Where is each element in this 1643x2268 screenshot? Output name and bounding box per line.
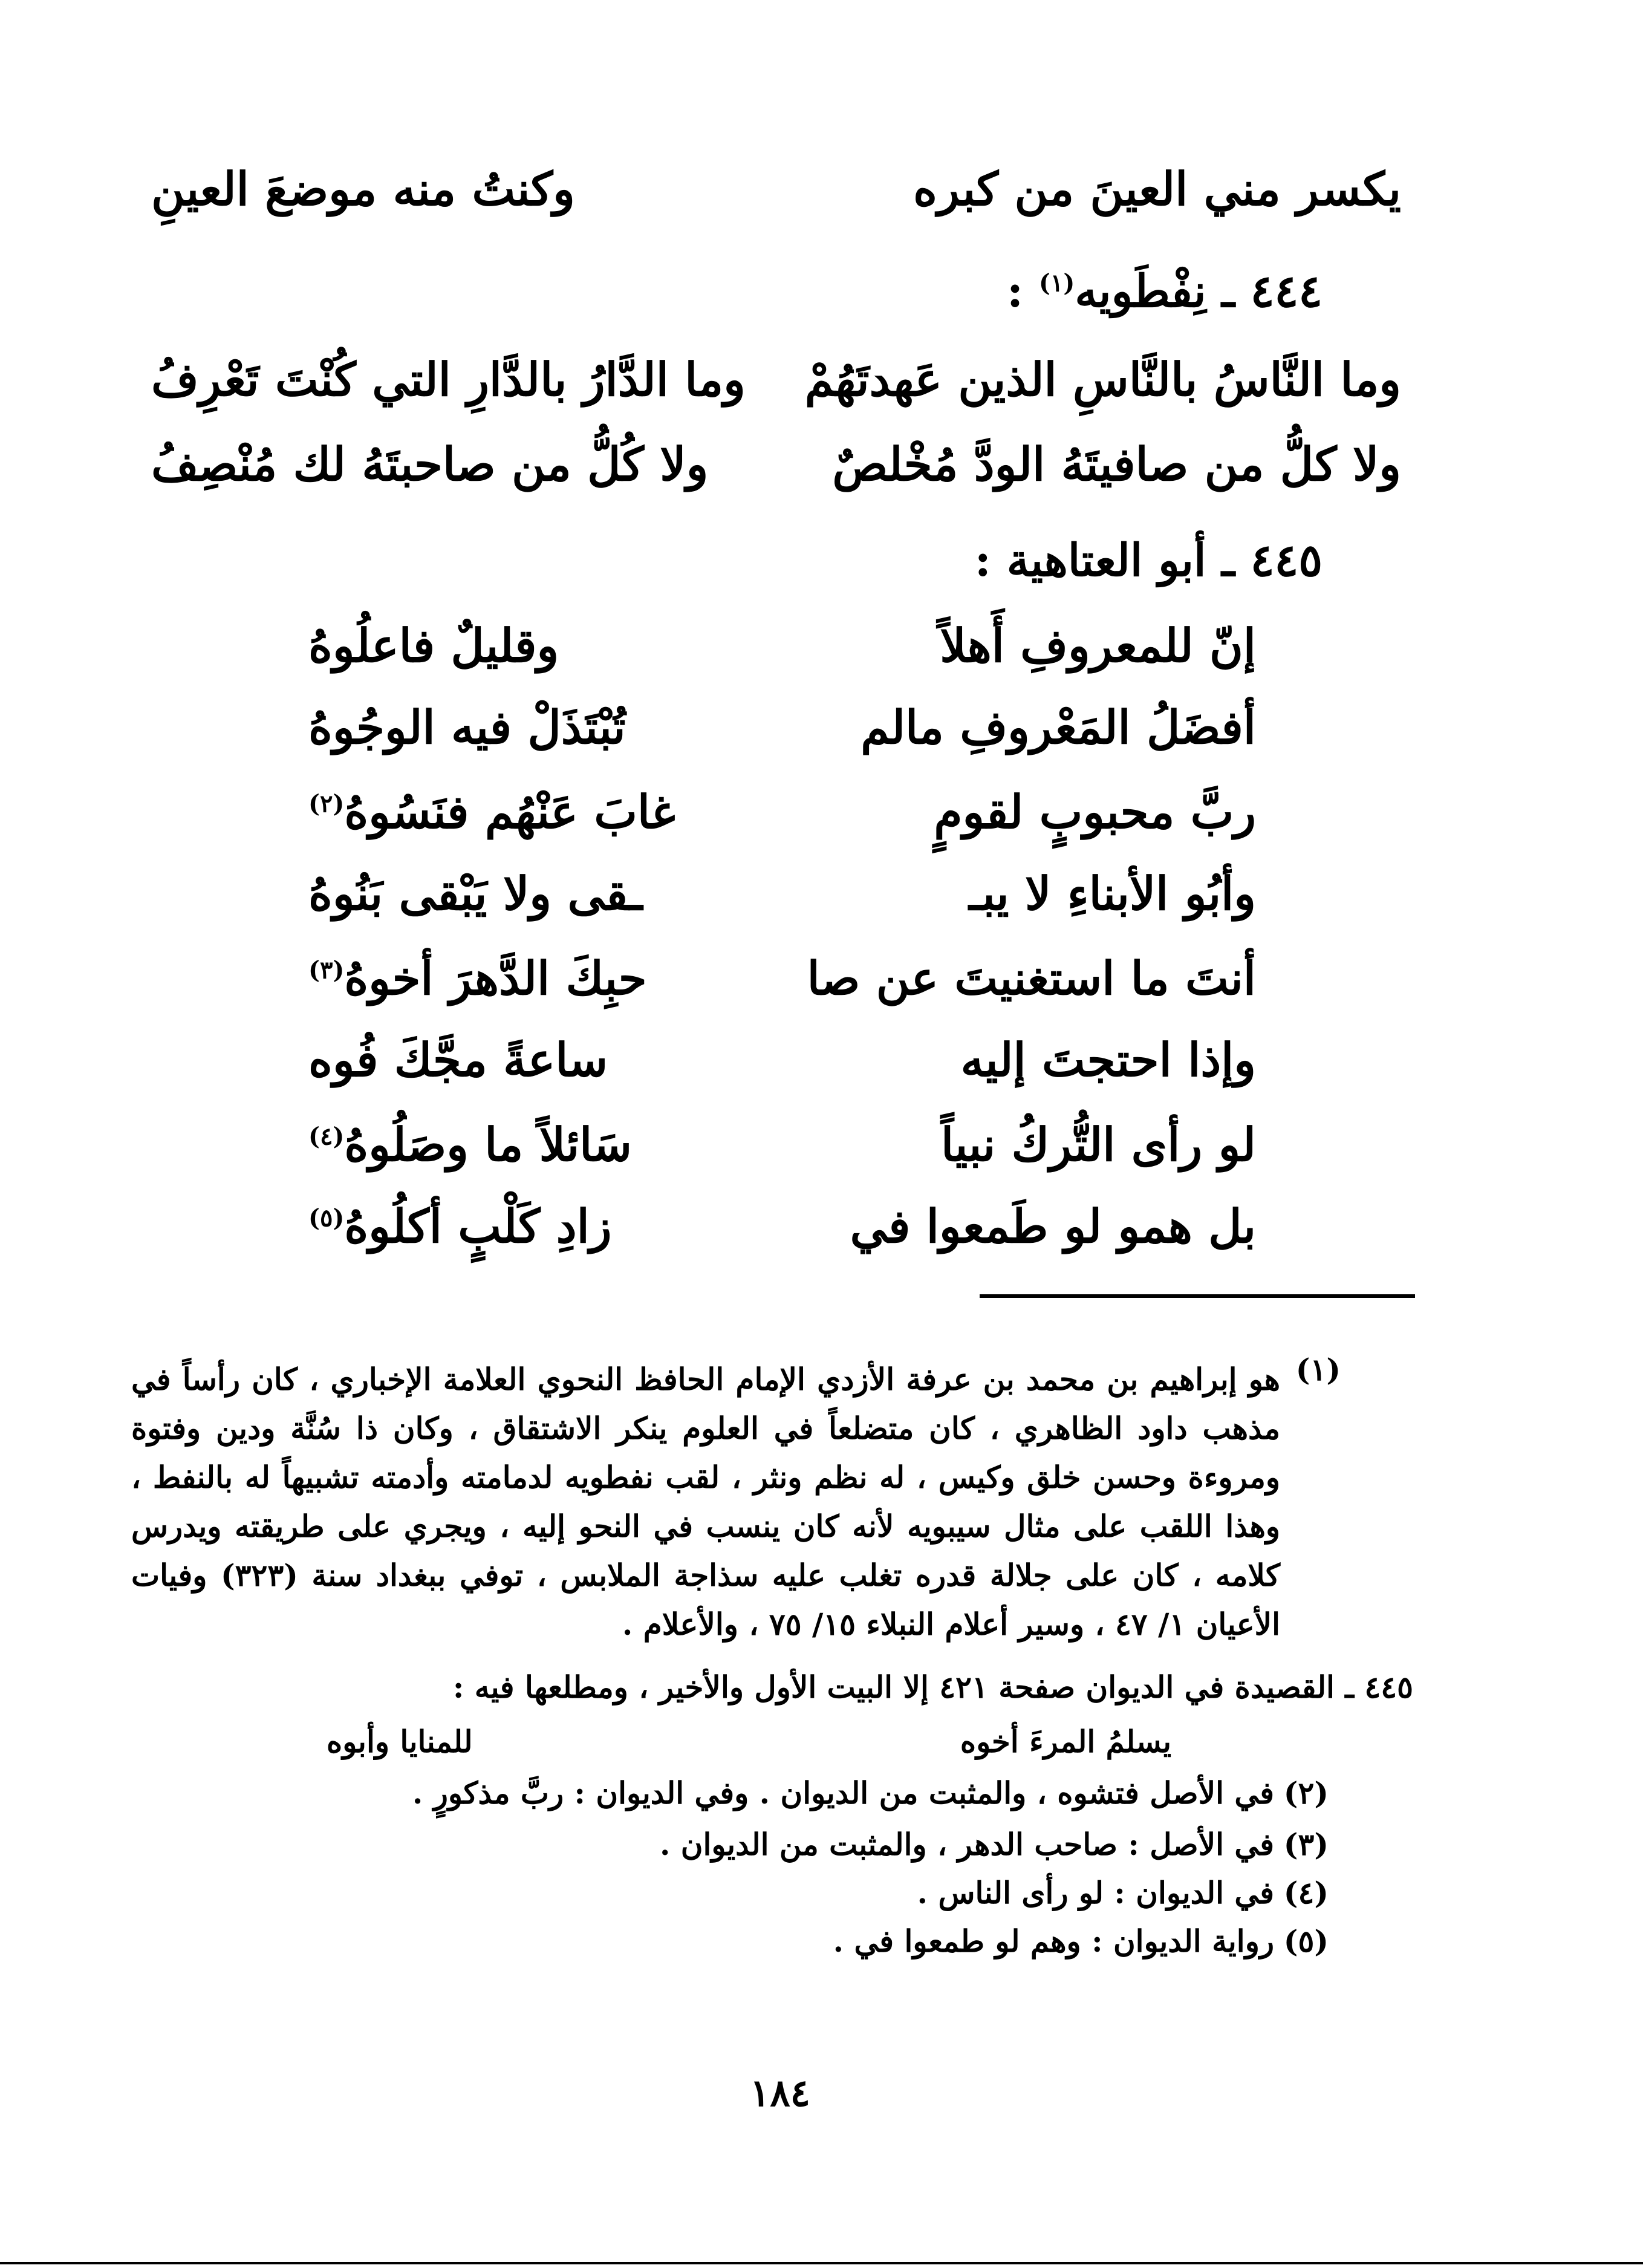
- footnote-marker-5: (٥): [308, 1204, 345, 1233]
- entry-444-heading-colon: :: [1006, 266, 1039, 318]
- footnote-marker-4: (٤): [308, 1122, 345, 1151]
- entry-445-verse-2-left: [308, 700, 626, 754]
- entry-445-verse-5-left-text: حبِكَ الدَّهرَ أخوهُ: [344, 951, 647, 1005]
- entry-445-verse-5-right: أنتَ ما استغنيتَ عن صا: [807, 951, 1256, 1005]
- footnote-1-text: هو إبراهيم بن محمد بن عرفة الأزدي الإمام الحافظ النحوي العلامة الإخباري ، كان رأساً في مذهب داود الظاهري ، كان متضلعاً في العلوم ينكر الاشتقاق ، وكان ذا سُنَّة ودين وفتوة ومروءة وحسن خلق وكيس ، له نظم ونثر ، لقب نفطويه لدمامته وأدمته تشبيهاً له بالنفط ، وهذا اللقب على مثال سيبويه لأنه كان ينسب في النحو إليه ، ويجري على طريقته ويدرس كلامه ، كان على جلالة قدره تغلب عليه سذاجة الملابس ، توفي ببغداد سنة (٣٢٣) وفيات الأعيان ١/ ٤٧ ، وسير أعلام النبلاء ١٥/ ٧٥ ، والأعلام .: [131, 1361, 1280, 1642]
- entry-445-verse-5-left: [308, 951, 647, 1005]
- entry-444-verse-2-right: ولا كلُّ من صافيتَهُ الودَّ مُخْلصٌ: [832, 437, 1401, 491]
- footnote-5-text: رواية الديوان : وهم لو طمعوا في .: [833, 1923, 1274, 1959]
- entry-445-verse-1-left: [308, 619, 559, 673]
- verse-prev-left-hemistich: وكنتُ منه موضعَ العينِ: [151, 162, 575, 216]
- footnote-445-text: ٤٤٥ ـ القصيدة في الديوان صفحة ٤٢١ إلا البيت الأول والأخير ، ومطلعها فيه :: [452, 1669, 1413, 1705]
- entry-445-verse-8-left: [308, 1199, 612, 1253]
- footnote-3-number: (٣): [1283, 1826, 1329, 1862]
- entry-445-verse-3-right: ربَّ محبوبٍ لقومٍ: [934, 785, 1256, 839]
- page-number: ١٨٤: [750, 2071, 810, 2115]
- footnote-4-number: (٤): [1283, 1875, 1329, 1911]
- footnote-separator-rule: [980, 1294, 1415, 1298]
- entry-444-verse-2-left: ولا كُلُّ من صاحبتَهُ لك مُنْصِفُ: [151, 437, 709, 491]
- entry-445-verse-4-right: وأبُو الأبناءِ لا يبـ: [969, 867, 1256, 921]
- footnote-2-text: في الأصل فتشوه ، والمثبت من الديوان . وفي الديوان : ربَّ مذكورٍ .: [412, 1775, 1274, 1811]
- entry-445-verse-4-left: [308, 867, 643, 921]
- entry-445-verse-2-right: أفضَلُ المَعْروفِ مالم: [861, 700, 1256, 754]
- entry-445-verse-6-left-text: ساعةً مجَّكَ فُوه: [308, 1033, 608, 1087]
- footnote-445-verse-left: للمنايا وأبوه: [327, 1724, 473, 1759]
- entry-445-verse-2-left-text: تُبْتَذَلْ فيه الوجُوهُ: [308, 700, 626, 754]
- entry-445-verse-4-left-text: ـقى ولا يَبْقى بَنُوهُ: [308, 867, 643, 921]
- entry-445-verse-3-left-text: غابَ عَنْهُم فنَسُوهُ: [344, 785, 675, 839]
- entry-445-verse-7-left-text: سَائلاً ما وصَلُوهُ: [344, 1118, 632, 1171]
- entry-445-verse-7-right: لو رأى التُّركُ نبياً: [940, 1118, 1256, 1171]
- entry-445-verse-1-left-text: وقليلٌ فاعلُوهُ: [308, 619, 559, 673]
- entry-445-verse-6-left: [308, 1033, 608, 1087]
- entry-444-heading-text: ٤٤٤ ـ نِفْطَويه: [1075, 266, 1323, 318]
- footnote-3-text: في الأصل : صاحب الدهر ، والمثبت من الديوان .: [659, 1826, 1274, 1862]
- footnote-1-number: (١): [1295, 1352, 1341, 1387]
- entry-445-verse-1-right: إنّ للمعروفِ أَهلاً: [940, 619, 1256, 673]
- footnote-2-number: (٢): [1283, 1775, 1329, 1811]
- entry-445-verse-6-right: وإذا احتجتَ إليه: [960, 1033, 1256, 1087]
- entry-445-verse-7-left: [308, 1118, 632, 1171]
- footnote-marker-1: (١): [1038, 269, 1075, 298]
- entry-444-verse-1-left: وما الدَّارُ بالدَّارِ التي كُنْتَ تَعْرِفُ: [151, 353, 746, 406]
- entry-444-verse-1-right: وما النَّاسُ بالنَّاسِ الذين عَهدتَهُمْ: [804, 353, 1401, 406]
- footnote-4-text: في الديوان : لو رأى الناس .: [917, 1875, 1274, 1911]
- footnote-marker-2: (٢): [308, 789, 345, 818]
- page-bottom-edge-line: [0, 2262, 1643, 2264]
- footnote-445-verse-right: يسلمُ المرءَ أخوه: [960, 1724, 1171, 1759]
- footnote-marker-3: (٣): [308, 956, 345, 985]
- entry-445-verse-8-right: بل همو لو طَمعوا في: [850, 1199, 1256, 1253]
- entry-445-verse-3-left: [308, 785, 675, 839]
- verse-prev-right-hemistich: يكسر مني العينَ من كبره: [913, 162, 1401, 216]
- footnote-5-number: (٥): [1283, 1923, 1329, 1959]
- entry-445-verse-8-left-text: زادِ كَلْبٍ أكلُوهُ: [344, 1199, 612, 1253]
- entry-444-heading: [1006, 266, 1323, 318]
- entry-445-heading: ٤٤٥ ـ أبو العتاهية :: [974, 535, 1323, 587]
